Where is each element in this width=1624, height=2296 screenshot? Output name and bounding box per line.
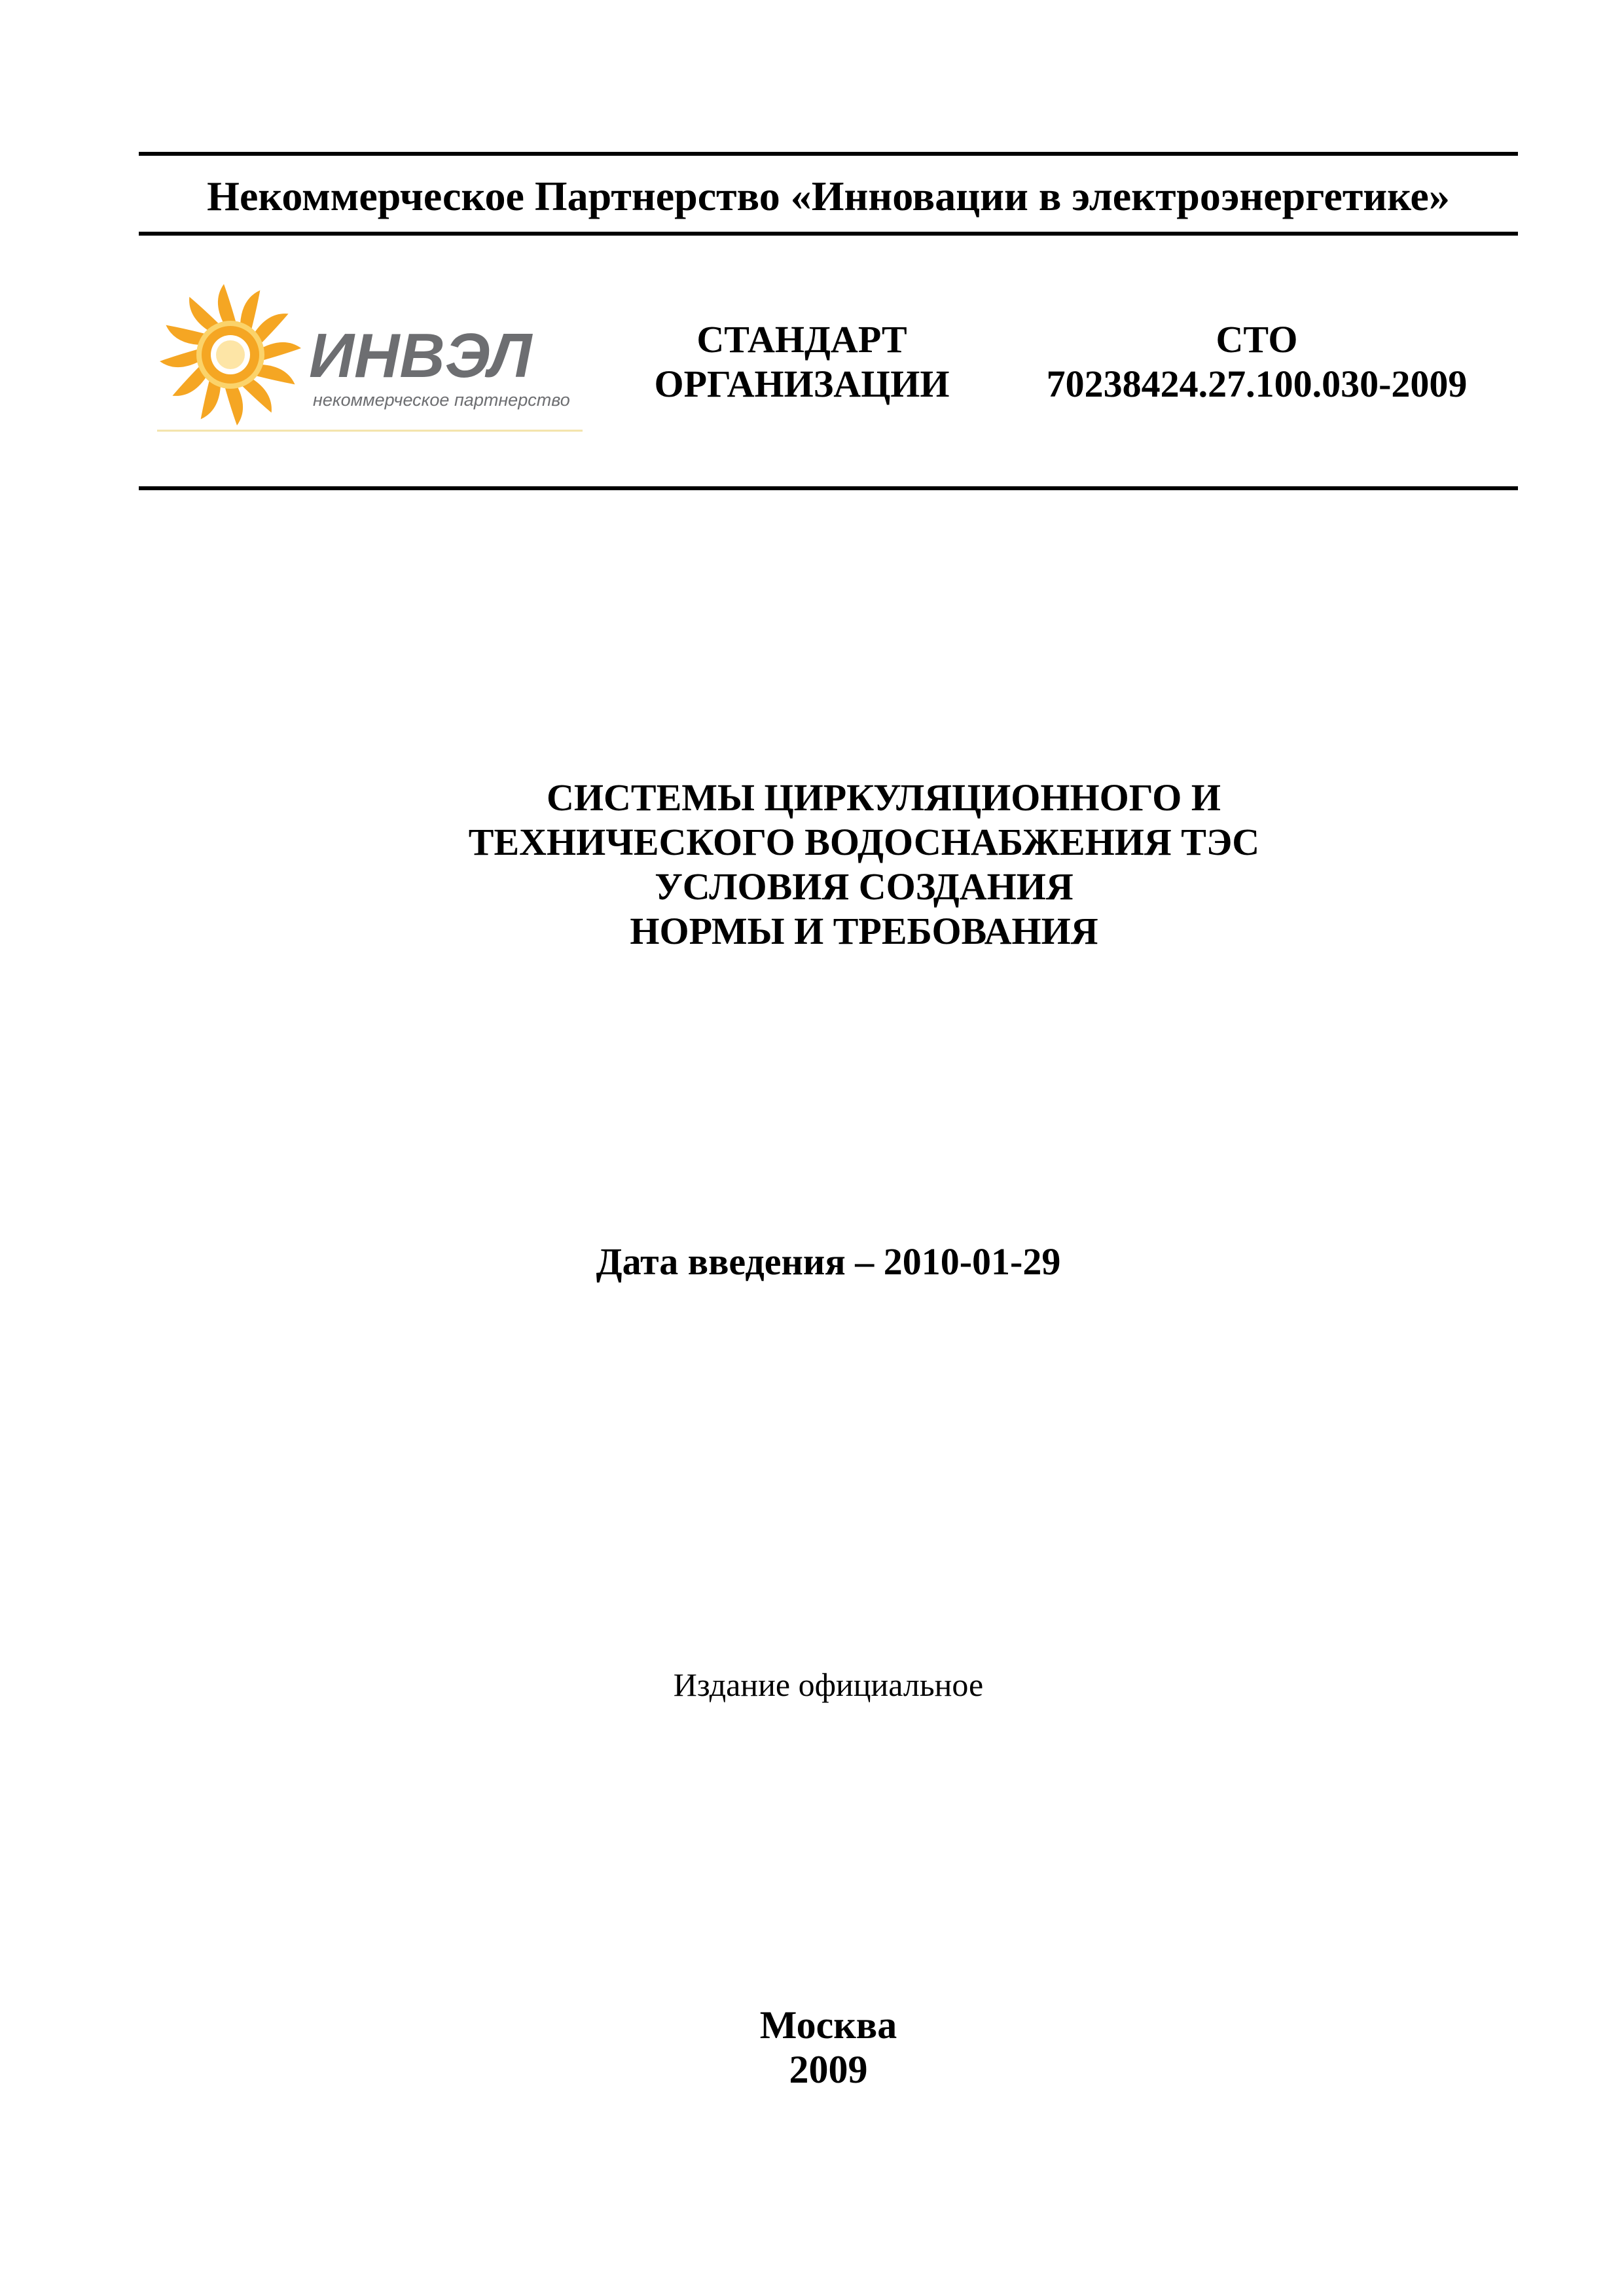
top-rule: [139, 152, 1518, 156]
invel-logo: [157, 281, 602, 445]
logo-tagline: некоммерческое партнерство: [313, 390, 570, 410]
introduction-date: Дата введения – 2010-01-29: [596, 1240, 1061, 1283]
publication-year: 2009: [789, 2048, 868, 2091]
logo-brand: ИНВЭЛ: [309, 321, 532, 391]
edition-label: Издание официальное: [673, 1666, 984, 1703]
standard-code: СТО 70238424.27.100.030-2009: [1046, 318, 1468, 405]
sun-icon: [160, 284, 301, 425]
header-rule: [139, 232, 1518, 236]
logo-rule: [139, 486, 1518, 490]
document-title: СИСТЕМЫ ЦИРКУЛЯЦИОННОГО И ТЕХНИЧЕСКОГО ВОДОСНАБЖЕНИЯ ТЭС УСЛОВИЯ СОЗДАНИЯ НОРМЫ И ТРЕБОВАНИЯ: [468, 776, 1260, 952]
organization-title: Некоммерческое Партнерство «Инновации в электроэнергетике»: [207, 173, 1450, 219]
standard-kind: СТАНДАРТ ОРГАНИЗАЦИИ: [654, 318, 950, 405]
publication-city: Москва: [759, 2003, 897, 2047]
publication-place-year: [139, 2003, 1518, 2092]
